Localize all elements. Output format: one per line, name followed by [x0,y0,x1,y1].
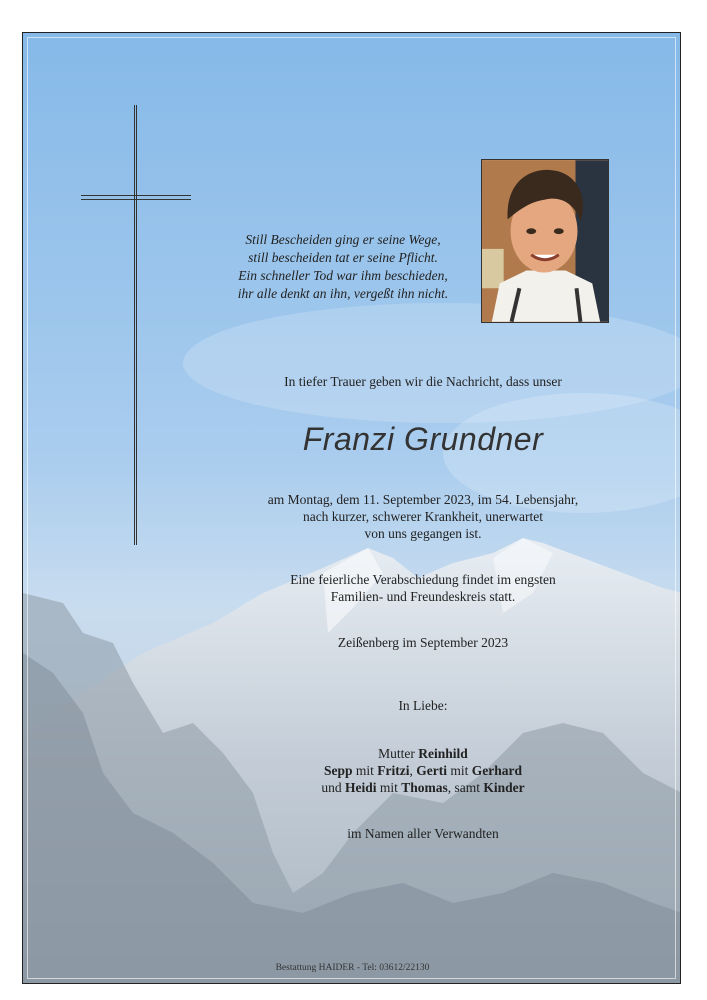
mourner-name: Gerhard [471,763,523,778]
mourner-name: Gerti [416,763,447,778]
portrait-image [482,160,608,322]
death-notice [193,491,653,542]
mourner-name: Reinhild [418,746,468,761]
deceased-name: Franzi Grundner [302,421,544,457]
mourners-line-3: und Heidi mit Thomas, samt Kinder [321,780,525,795]
in-love-heading: In Liebe: [398,698,448,713]
cross-horizontal-bar [81,195,191,200]
mourner-name: Sepp [323,763,353,778]
mourner-name: Thomas [401,780,448,795]
place-date: Zeißenberg im September 2023 [337,635,509,650]
ceremony-notice [193,571,653,605]
mourner-name: Fritzi [377,763,410,778]
ceremony-line: Familien- und Freundeskreis statt. [330,589,516,604]
mourner-name: Heidi [344,780,377,795]
death-notice-line: am Montag, dem 11. September 2023, im 54. Lebensjahr, [267,492,579,507]
intro-text: In tiefer Trauer geben wir die Nachricht, dass unser [284,374,562,389]
poem-line: still bescheiden tat er seine Pflicht. [248,250,438,265]
mourner-name: Kinder [483,780,525,795]
funeral-home-footer: Bestattung HAIDER - Tel: 03612/22130 [275,963,430,973]
death-notice-line: nach kurzer, schwerer Krankheit, unerwartet [302,509,544,524]
mourners-list [193,745,653,796]
poem-line: Ein schneller Tod war ihm beschieden, [238,268,448,283]
portrait-photo [481,159,609,323]
poem-line: ihr alle denkt an ihn, vergeßt ihn nicht. [237,286,449,301]
cross-vertical-bar [134,105,137,545]
mourners-line-2: Sepp mit Fritzi, Gerti mit Gerhard [323,763,523,778]
poem-line: Still Bescheiden ging er seine Wege, [245,232,441,247]
obituary-card [22,32,681,984]
mourners-line-1 [193,745,653,762]
memorial-poem [213,231,473,303]
relatives-note: im Namen aller Verwandten [347,826,499,841]
mourner-relation: Mutter [378,746,419,761]
death-notice-line: von uns gegangen ist. [364,526,482,541]
ceremony-line: Eine feierliche Verabschiedung findet im engsten [290,572,556,587]
